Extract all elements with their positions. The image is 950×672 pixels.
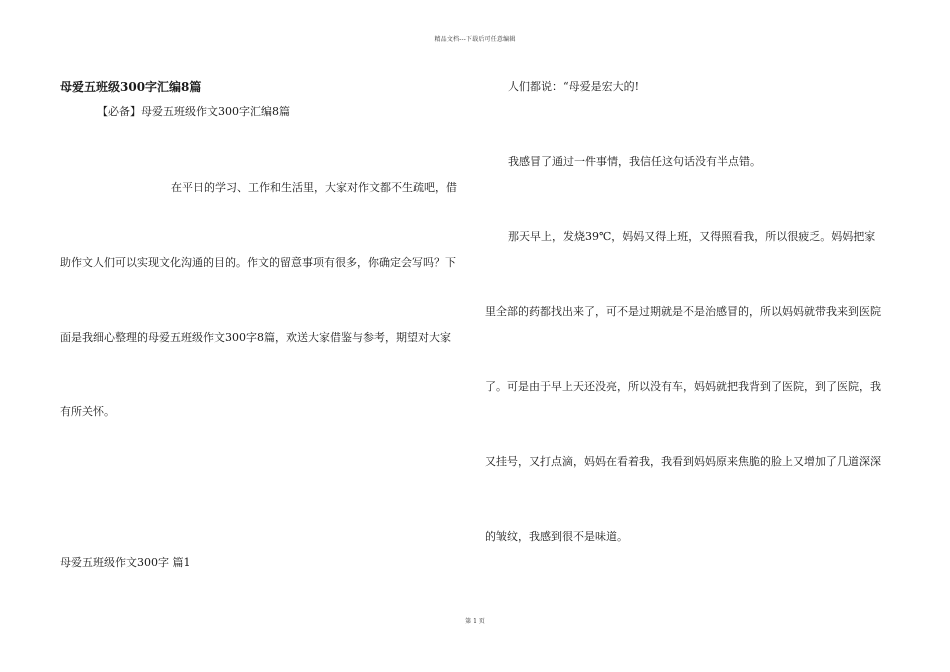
- body-line: 的皱纹，我感到很不是味道。: [485, 530, 628, 543]
- body-line: 又挂号，又打点滴，妈妈在看着我，我看到妈妈原来焦脆的脸上又增加了几道深深: [485, 455, 881, 468]
- body-line: 那天早上，发烧39℃，妈妈又得上班，又得照看我，所以很疲乏。妈妈把家: [508, 230, 876, 243]
- body-line: 人们都说：“母爱是宏大的!: [508, 80, 640, 93]
- document-title: 母爱五班级300字汇编8篇: [60, 80, 202, 94]
- section-heading: 母爱五班级作文300字 篇1: [60, 556, 191, 569]
- intro-line: 助作文人们可以实现文化沟通的目的。作文的留意事项有很多，你确定会写吗？下: [60, 256, 456, 269]
- intro-line: 在平日的学习、工作和生活里，大家对作文都不生疏吧，借: [171, 181, 457, 194]
- body-line: 我感冒了通过一件事情，我信任这句话没有半点错。: [508, 155, 761, 168]
- page-footer: 第 1 页: [465, 618, 485, 625]
- document-subtitle: 【必备】母爱五班级作文300字汇编8篇: [97, 105, 290, 118]
- intro-line: 有所关怀。: [60, 405, 115, 418]
- body-line: 里全部的药都找出来了，可不是过期就是不是治感冒的，所以妈妈就带我来到医院: [485, 305, 881, 318]
- intro-line: 面是我细心整理的母爱五班级作文300字8篇，欢送大家借鉴与参考，期望对大家: [60, 331, 451, 344]
- page-header: 精品文档---下载后可任意编辑: [434, 36, 516, 43]
- body-line: 了。可是由于早上天还没亮，所以没有车，妈妈就把我背到了医院，到了医院，我: [485, 380, 881, 393]
